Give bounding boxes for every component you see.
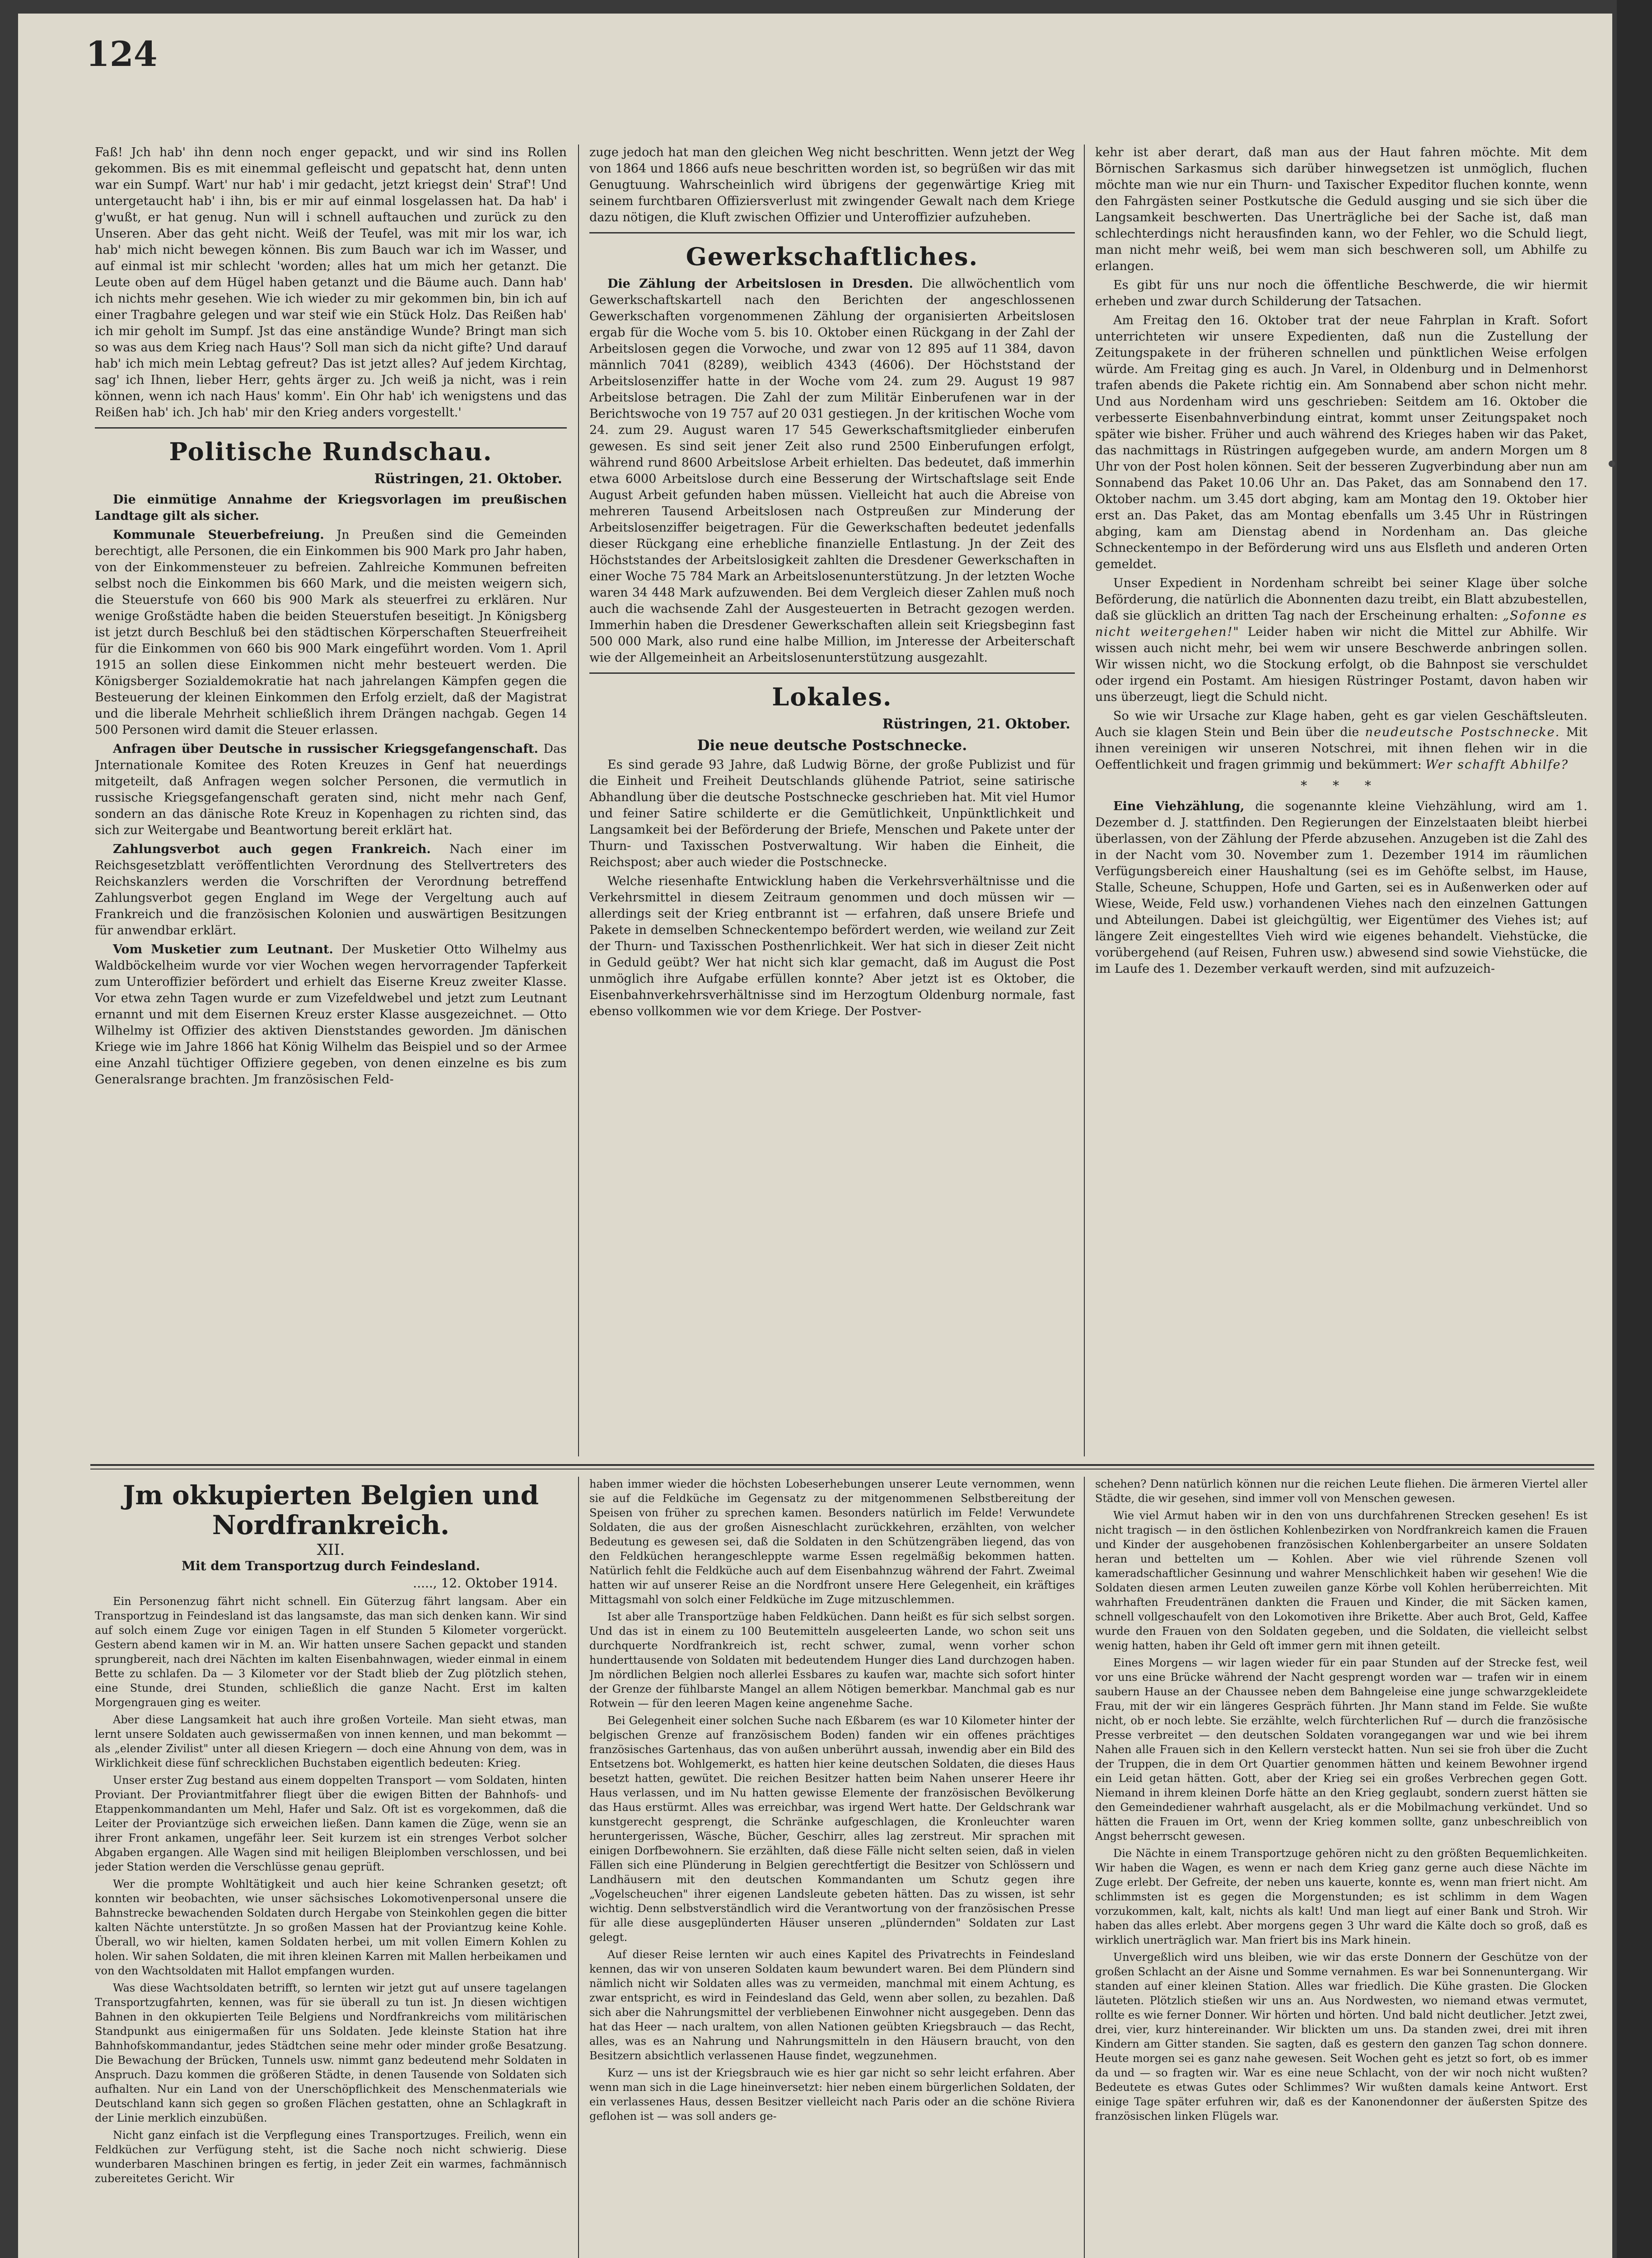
paragraph: Kurz — uns ist der Kriegsbrauch wie es hier gar nicht so sehr leicht erfahren. Aber wenn man sich in die Lage hineinversetzt: hier neben einem bürgerlichen Soldaten, der ein verlassenes Haus, dessen Besitzer vielleicht nach Paris oder an die schöne Riviera geflohen ist — was soll anders ge- [589, 2067, 1075, 2123]
feuilleton-column-2 [589, 1477, 1075, 2258]
paragraph: Die Nächte in einem Transportzuge gehören nicht zu den größten Bequemlichkeiten. Wir haben die Wagen, es wenn er nach dem Krieg ganz gerne auch diese Nächte im Zuge erlebt. Der Gefreite, der neben uns kauerte, konnte es, wenn man friert nicht. Am schlimmsten ist es gegen die Morgenstunden; es ist schlimm in dem Wagen vorzukommen, kalt, kalt, nichts als kalt! Und man liegt auf einer Bank und Stroh. Wir haben das alles erlebt. Aber morgens gegen 3 Uhr ward die Kälte doch so groß, daß es wirklich unerträglich war. Man friert bis ins Mark hinein. [1095, 1847, 1587, 1946]
paragraph: kehr ist aber derart, daß man aus der Haut fahren möchte. Mit dem Börnischen Sarkasmus sich darüber hinwegsetzen ist unmöglich, fluchen möchte man wie nur ein Thurn- und Taxischer Expeditor fluchen konnte, wenn den Fahrgästen seiner Postkutsche die Geduld ausging und sie sich über die Langsamkeit beschwerten. Das Unerträgliche bei der Sache ist, daß man schlechterdings nicht herausfinden kann, wo der Fehler, wo die Schuld liegt, man nicht mehr weiß, bei wem man sich beschweren soll, um Abhilfe zu erlangen. [1095, 145, 1587, 273]
paragraph-lead: Die einmütige Annahme der Kriegsvorlagen im preußischen Landtage gilt als sicher. [95, 493, 567, 523]
dateline: ....., 12. Oktober 1914. [413, 1576, 558, 1591]
page-number: 124 [86, 34, 158, 74]
paragraph: Unser erster Zug bestand aus einem doppelten Transport — vom Soldaten, hinten Proviant. Der Proviantmitfahrer fliegt über die ewigen Bitten der Bahnhofs- und Etappenkommandanten um Mehl, Hafer und Salz. Oft ist es vorgekommen, daß die Leiter der Proviantzüge sich erweichen ließen. Dann kamen die Züge, wenn sie an ihrer Front ankamen, ungefähr leer. Seit kurzem ist ein strenges Verbot solcher Abgaben ergangen. Alle Wagen sind mit heiligen Bleiplomben verschlossen, und bei jeder Station werden die Verschlüsse genau geprüft. [95, 1774, 567, 1873]
section-stars: * * * [1301, 778, 1382, 793]
paragraph: Eines Morgens — wir lagen wieder für ein paar Stunden auf der Strecke fest, weil vor uns eine Brücke während der Nacht gesprengt worden war — trafen wir in einem saubern Hause an der Chaussee neben dem Bahngeleise eine junge schwarzgekleidete Frau, mit der wir ein längeres Gespräch führten. Jhr Mann stand im Felde. Sie wußte nicht, ob er noch lebte. Sie erzählte, welch fürchterlichen Ruf — durch die französische Presse verbreitet — den deutschen Soldaten vorangegangen war und wie bei ihrem Nahen alle Frauen sich in den Kellern versteckt hatten. Nun sei sie froh über die Zucht der Truppen, die in dem Ort Quartier genommen hätten und keinem Bewohner irgend ein Leid getan hätten. Gott, aber der Krieg sei ein großes Verbrechen gegen Gott. Niemand in ihrem kleinen Dorfe hätte an den Krieg geglaubt, sondern zuerst hätten sie den Gemeindediener wahrhaft ausgelacht, als er die Mobilmachung verkündet. Und so hätten die Frauen im Ort, wenn der Krieg kommen sollte, ganz unbeschreiblich von Angst beherrscht gewesen. [1095, 1656, 1587, 1843]
paragraph: Ist aber alle Transportzüge haben Feldküchen. Dann heißt es für sich selbst sorgen. Und das ist in einem zu 100 Beutemitteln ausgeleerten Lande, wo schon seit uns durchquerte Nordfrankreich ist, recht schwer, zumal, wenn vorher schon hunderttausende von Soldaten mit bedeutendem Hunger dies Land durchzogen haben. Jm nördlichen Belgien noch allerlei Essbares zu kaufen war, machte sich sofort hinter der Grenze der fühlbarste Mangel an allem Nötigen bemerkbar. Manchmal gab es nur Rotwein — für den leeren Magen keine angenehme Sache. [589, 1610, 1075, 1710]
paragraph: Ein Personenzug fährt nicht schnell. Ein Güterzug fährt langsam. Aber ein Transportzug in Feindesland ist das langsamste, das man sich denken kann. Wir sind auf solch einem Zuge vor einigen Tagen in elf Stunden 5 Kilometer vorgerückt. Gestern abend kamen wir in M. an. Wir hatten unsere Sachen gepackt und standen sprungbereit, nach drei Nächten im kalten Eisenbahnwagen, wieder einmal in einem Bette zu schlafen. Da — 3 Kilometer vor der Stadt blieb der Zug plötzlich stehen, eine Stunde, drei Stunden, schließlich die ganze Nacht. Erst im kalten Morgengrauen ging es weiter. [95, 1595, 567, 1709]
paragraph: Am Freitag den 16. Oktober trat der neue Fahrplan in Kraft. Sofort unterrichteten wir unsere Expedienten, daß nun die Zustellung der Zeitungspakete in der früheren schnellen und pünktlichen Weise erfolgen würde. Am Freitag ging es auch. Jn Varel, in Oldenburg und in Delmenhorst trafen abends die Pakete richtig ein. Am Sonnabend aber schon nicht mehr. Und aus Nordenham wird uns geschrieben: Seitdem am 16. Oktober die verbesserte Eisenbahnverbindung eintrat, kommt unser Zeitungspaket noch später wie bisher. Früher und auch während des Krieges haben wir das Paket, das nachmittags in Rüstringen aufgegeben wurde, am andern Morgen um 8 Uhr von der Post holen können. Seit der besseren Zugverbindung aber nun am Sonnabend das Paket 10.06 Uhr an. Das Paket, das am Sonnabend den 17. Oktober nachm. um 3.45 dort abging, kam am Montag den 19. Oktober hier erst an. Das Paket, das am Montag ebenfalls um 3.45 Uhr in Rüstringen abging, kam am Dienstag abend in Nordenham an. Das gleiche Schneckentempo in der Beförderung wird uns aus Elsfleth und anderen Orten gemeldet. [1095, 313, 1587, 571]
paragraph-body: Der Musketier Otto Wilhelmy aus Waldböckelheim wurde vor vier Wochen wegen hervorragender Tapferkeit zum Unteroffizier befördert und erhielt das Eiserne Kreuz zweiter Klasse. Vor etwa zehn Tagen wurde er zum Vizefeldwebel und jetzt zum Leutnant ernannt und mit dem Eisernen Kreuz erster Klasse ausgezeichnet. — Otto Wilhelmy ist Offizier des aktiven Dienststandes geworden. Jm dänischen Kriege wie im Jahre 1866 hat König Wilhelm das Beispiel und so der Armee eine Anzahl tüchtiger Offiziere gegeben, von denen einzelne es bis zum Generalsrange brachten. Jm französischen Feld- [95, 942, 567, 1087]
part-number: XII. [317, 1541, 345, 1559]
paragraph-body: Die allwöchentlich vom Gewerkschaftskartell nach den Berichten der angeschlossenen Gewerkschaften vorgenommenen Zählung der organisierten Arbeitslosen ergab für die Woche vom 5. bis 10. Oktober einen Rückgang in der Zahl der Arbeitslosen gegen die Vorwoche, und zwar von 12 895 auf 11 384, davon männlich 7041 (8289), weiblich 4343 (4606). Der Höchststand der Arbeitslosenziffer hatte in der Woche vom 24. zum 29. August 19 987 Arbeitslose betragen. Die Zahl der zum Militär Einberufenen war in der Berichtswoche von 19 757 auf 20 031 gestiegen. Jn der kritischen Woche vom 24. zum 29. August waren 17 545 Gewerkschaftsmitglieder einberufen gewesen. Es sind seit jener Zeit also rund 2500 Einberufungen erfolgt, während rund 8600 Arbeitslose Arbeit erhielten. Das bedeutet, daß immerhin etwa 6000 Arbeitslose durch eine Besserung der Wirtschaftslage seit Ende August Arbeit gefunden haben müssen. Vielleicht hat auch die Abreise von mehreren Tausend Arbeitslosen nach Ostpreußen zur Minderung der Arbeitslosenziffer beigetragen. Für die Gewerkschaften bedeutet jedenfalls dieser Rückgang eine erhebliche finanzielle Entlastung. Jn der Zeit des Höchststandes der Arbeitslosigkeit zahlten die Dresdener Gewerkschaften in einer Woche 75 784 Mark an Arbeitslosenunterstützung. Jn der letzten Woche waren 34 448 Mark aufzuwenden. Bei dem Vergleich dieser Zahlen muß noch auch die wachsende Zahl der Ausgesteuerten in Betracht gezogen werden. Immerhin haben die Dresdener Gewerkschaften allein seit Kriegsbeginn fast 500 000 Mark, also rund eine halbe Million, im Jnteresse der Arbeiterschaft wie der Allgemeinheit an Arbeitslosenunterstützung ausgezahlt. [589, 277, 1075, 665]
paragraph: Wer die prompte Wohltätigkeit und auch hier keine Schranken gesetzt; oft konnten wir beobachten, wie unser sächsisches Lokomotivenpersonal unsere die Bahnstrecke bewachenden Soldaten durch Hergabe von Steinkohlen gegen die bitter kalten Nächte unterstützte. Jn so großen Massen hat der Proviantzug keine Kohle. Überall, wo wir hielten, kamen Soldaten herbei, um mit vollen Eimern Kohlen zu holen. Wir sahen Soldaten, die mit ihren kleinen Karren mit Mallen herbeikamen und von den Wachtsoldaten mit Hallot empfangen wurden. [95, 1878, 567, 1977]
feuilleton-rule-bottom [90, 1469, 1594, 1470]
paragraph: Was diese Wachtsoldaten betrifft, so lernten wir jetzt gut auf unsere tagelangen Transportzugfahrten, kennen, was für sie überall zu tun ist. Jn diesen wichtigen Bahnen in den okkupierten Teile Belgiens und Nordfrankreichs vom militärischen Standpunkt aus einigermaßen für uns Soldaten. Jede kleinste Station hat ihre Bahnhofskommandantur, jedes Städtchen seine mehr oder minder große Besatzung. Die Bewachung der Brücken, Tunnels usw. nimmt ganz bedeutend mehr Soldaten in Anspruch. Dazu kommen die größeren Städte, in denen Tausende von Soldaten sich aufhalten. Nur ein Land von der Unerschöpflichkeit des Menschenmaterials wie Deutschland kann sich gegen so großen Flächen gestatten, ohne an Schlagkraft in der Linie merklich einzubüßen. [95, 1982, 567, 2124]
paragraph-body: Das Jnternationale Komitee des Roten Kreuzes in Genf hat neuerdings mitgeteilt, daß Anfragen wegen solcher Personen, die vermutlich in russische Kriegsgefangenschaft geraten sind, nicht mehr nach Genf, sondern an das dänische Rote Kreuz in Kopenhagen zu richten sind, das sich zur Weitergabe und Beantwortung bereit erklärt hat. [95, 742, 567, 837]
paragraph: Aber diese Langsamkeit hat auch ihre großen Vorteile. Man sieht etwas, man lernt unsere Soldaten auch gewissermaßen von innen kennen, und man bekommt — als „elender Zivilist" unter all diesen Kriegern — doch eine Ahnung von dem, was in Wirklichkeit diese fünf schrecklichen Buchstaben eigentlich bedeuten: Krieg. [95, 1713, 567, 1769]
column-2-top [589, 145, 1075, 1456]
quoted-text: „Sofonne es nicht weitergehen!" [1095, 609, 1587, 639]
section-divider [95, 427, 567, 429]
paragraph: Bei Gelegenheit einer solchen Suche nach Eßbarem (es war 10 Kilometer hinter der belgischen Grenze auf französischem Boden) fanden wir ein offenes prächtiges französisches Gartenhaus, das von außen unberührt aussah, inwendig aber ein Bild des Entsetzens bot. Wohlgemerkt, es hatten hier keine deutschen Soldaten, die dieses Haus besetzt hatten, gewütet. Die reichen Besitzer hatten beim Nahen unserer Heere ihr Haus verlassen, und im Nu hatten gewisse Elemente der französischen Bevölkerung das Haus erstürmt. Alles was erreichbar, was irgend Wert hatte. Der Geldschrank war kunstgerecht gesprengt, die Schränke aufgeschlagen, die Kronleuchter waren heruntergerissen, Wäsche, Bücher, Geschirr, alles lag zerstreut. Mir sprachen mit einigen Dorfbewohnern. Sie erzählten, daß diese Fälle nicht selten seien, daß in vielen Fällen sich eine Plünderung in Belgien gerechtfertigt die Besitzer von Schlössern und Landhäusern mit den deutschen Kommandanten um Schutz gegen ihre „Vogelscheuchen" ihrer eigenen Landsleute gebeten hätten. Das zu wissen, ist sehr wichtig. Denn selbstverständlich wird die Verantwortung von der französischen Presse für alle diese ausgeplünderten Häuser unseren „plündernden" Soldaten zur Last gelegt. [589, 1714, 1075, 1944]
paragraph: schehen? Denn natürlich können nur die reichen Leute fliehen. Die ärmeren Viertel aller Städte, die wir gesehen, sind immer voll von Menschen gewesen. [1095, 1478, 1587, 1505]
paragraph: Nicht ganz einfach ist die Verpflegung eines Transportzuges. Freilich, wenn ein Feldküchen zur Verfügung steht, ist die Sache noch nicht schwierig. Diese wunderbaren Maschinen bringen es fertig, in jeder Zeit ein warmes, fachmännisch zubereitetes Gericht. Wir [95, 2129, 567, 2185]
story-continuation: Faß! Jch hab' ihn denn noch enger gepackt, und wir sind ins Rollen gekommen. Bis es mit einemmal gefleischt und gepatscht hat, denn unten war ein Sumpf. Wart' nur hab' i mir gedacht, jetzt kriegst dein' Straf'! Und untergetaucht hab' i ihn, bis er mir auf einmal losgelassen hat. Da hab' i g'wußt, er hat genug. Nun will i schnell auftauchen und zurück zu den Unseren. Aber das geht nicht. Weiß der Teufel, was mit mir los war, ich hab' mich nicht bewegen können. Bis zum Bauch war ich im Wasser, und auf einmal ist mir schlecht 'worden; alles hat um mich her getanzt. Die Leute oben auf dem Hügel haben getanzt und die Bäume auch. Dann hab' ich nichts mehr gesehen. Wie ich wieder zu mir gekommen bin, bin ich auf einer Tragbahre gelegen und war steif wie ein Stück Holz. Das Reißen hab' ich mir geholt im Sumpf. Jst das eine anständige Wunde? Bringt man sich so was aus dem Krieg nach Haus'? Soll man sich da nicht gifte? Und darauf hab' ich mich mein Lebtag gefreut? Das ist jetzt alles? Auf jedem Kirchtag, sag' ich Ihnen, lieber Herr, gehts ärger zu. Jch weiß ja nicht, was i rein können, wenn ich nach Haus' komm'. Ein Ohr hab' ich wenigstens und das Reißen hab' ich. Jch hab' mir den Krieg anders vorgestellt.' [95, 145, 567, 420]
feuilleton-subtitle: Mit dem Transportzug durch Feindesland. [181, 1558, 481, 1573]
paragraph [589, 276, 1075, 666]
feuilleton-title: Jm okkupierten Belgien und Nordfrankreich. [122, 1480, 539, 1540]
paragraph-body: die sogenannte kleine Viehzählung, wird am 1. Dezember d. J. stattfinden. Den Regierungen der Einzelstaaten bleibt hierbei überlassen, von der Zählung der Pferde abzusehen. Anzugeben ist die Zahl des in der Nacht vom 30. November zum 1. Dezember 1914 im räumlichen Verfügungsbereich einer Haushaltung (sei es im Gehöfte selbst, im Hause, Stalle, Scheune, Schuppen, Hofe und Garten, sei es in Außenwerken oder auf Wiese, Weide, Feld usw.) vorhandenen Viehes nach den einzelnen Gattungen und Abteilungen. Dabei ist gleichgültig, wer Eigentümer des Viehes ist; auf längere Zeit eingestelltes Vieh wird wie eigenes behandelt. Viehstücke, die vorübergehend (auf Reisen, Fuhren usw.) abwesend sind sowie Viehstücke, die im Laufe des 1. Dezember verkauft werden, sind mit aufzuzeich- [1095, 799, 1587, 976]
paragraph [95, 942, 567, 1088]
paragraph [1095, 798, 1587, 977]
paragraph [95, 841, 567, 939]
section-divider [589, 232, 1075, 233]
binding-hole [1609, 461, 1615, 467]
paragraph: Es gibt für uns nur noch die öffentliche Beschwerde, die wir hiermit erheben und zwar durch Schilderung der Tatsachen. [1095, 278, 1587, 308]
section-heading-politische-rundschau: Politische Rundschau. [169, 437, 493, 466]
paragraph: So wie wir Ursache zur Klage haben, geht es gar vielen Geschäftsleuten. Auch sie klagen Stein und Bein über die neudeutsche Postschnecke. Mit ihnen vereinigen wir unseren Notschrei, mit ihnen flehen wir in die Oeffentlichkeit und fragen grimmig und bekümmert: Wer schafft Abhilfe? [1095, 709, 1587, 772]
spaced-text: neudeutsche Postschnecke. [1365, 725, 1560, 739]
column-rule [1084, 145, 1085, 1456]
paragraph: Unvergeßlich wird uns bleiben, wie wir das erste Donnern der Geschütze von der großen Schlacht an der Aisne und Somme vernahmen. Es war bei Sonnenuntergang. Wir standen auf einer kleinen Station. Alles war friedlich. Die Kühe grasten. Die Glocken läuteten. Plötzlich stießen wir uns an. Aus Nordwesten, wo niemand etwas vermutet, rollte es wie ferner Donner. Wir hörten und hörten. Und bald nicht deutlicher. Jetzt zwei, drei, vier, kurz hintereinander. Wir blickten um uns. Da standen zwei, drei mit ihren Kindern am Gitter standen. Sie sagten, daß es gestern den ganzen Tag schon donnere. Heute morgen sei es ganz nahe gewesen. Seit Wochen geht es jetzt so fort, ob es immer da und — so fragten wir. War es eine neue Schlacht, von der wir noch nicht wußten? Bedeutete es etwas Gutes oder Schlimmes? Wir wußten damals keine Antwort. Erst einige Tage später erfuhren wir, daß es der Kanonendonner der äußersten Spitze des französischen linken Flügels war. [1095, 1951, 1587, 2123]
paragraph-body: Jn Preußen sind die Gemeinden berechtigt, alle Personen, die ein Einkommen bis 900 Mark pro Jahr haben, von der Einkommensteuer zu befreien. Zahlreiche Kommunen befreiten selbst noch die Einkommen bis 660 Mark, und die meisten weigern sich, die Steuerstufe von 660 bis 900 Mark als steuerfrei zu erklären. Nur wenige Großstädte haben die beiden Steuerstufen beseitigt. Jn Königsberg ist jetzt durch Beschluß bei den städtischen Körperschaften Steuerfreiheit für die Einkommen von 660 bis 900 Mark eingeführt worden. Vom 1. April 1915 an sollen diese Einkommen nicht mehr besteuert werden. Die Königsberger Sozialdemokratie hat nach jahrelangen Kämpfen gegen die Besteuerung der kleinen Einkommen den Erfolg erzielt, daß der Magistrat und die liberale Mehrheit schließlich ihrem Drängen nachgab. Gegen 14 500 Personen wird damit die Steuer erlassen. [95, 528, 567, 737]
story-continuation: zuge jedoch hat man den gleichen Weg nicht beschritten. Wenn jetzt der Weg von 1864 und 1866 aufs neue beschritten worden ist, so begrüßen wir das mit Genugtuung. Wahrscheinlich wird übrigens der gegenwärtige Krieg mit seinem furchtbaren Offiziersverlust mit zwingender Gewalt nach dem Kriege dazu nötigen, die Kluft zwischen Offizier und Unteroffizier aufzuheben. [589, 145, 1075, 224]
paragraph [95, 492, 567, 524]
paragraph: Auf dieser Reise lernten wir auch eines Kapitel des Privatrechts in Feindesland kennen, das wir von unseren Soldaten kaum bewundert waren. Bei dem Plündern sind nämlich nicht wir Soldaten alles was zu vermeiden, manchmal mit einem Achtung, es zwar entspricht, es wird in Feindesland das Geld, wenn aber sollen, zu bezahlen. Daß sich aber die Nahrungsmittel der verbliebenen Einwohner nicht ausgegeben. Denn das hat das Heer — nach uraltem, von allen Nationen geübten Kriegsbrauch — das Recht, alles, was es an Nahrung und Nahrungsmitteln in den Häusern braucht, von den Besitzern absichtlich verlassenen Hause findet, wegzunehmen. [589, 1948, 1075, 2062]
feuilleton-column-3 [1095, 1477, 1587, 2258]
column-3-top [1095, 145, 1587, 1456]
section-heading-gewerkschaftliches: Gewerkschaftliches. [686, 242, 979, 271]
newspaper-page [18, 14, 1612, 2258]
paragraph-body: Nach einer im Reichsgesetzblatt veröffentlichten Verordnung des Stellvertreters des Reichskanzlers werden die Vorschriften der Verordnung betreffend Zahlungsverbot gegen England im Wege der Vergeltung auch auf Frankreich und die französischen Kolonien und auswärtigen Besitzungen für anwendbar erklärt. [95, 842, 567, 938]
paragraph [95, 527, 567, 738]
paragraph-lead: Kommunale Steuerbefreiung. [113, 528, 324, 542]
paragraph-lead: Zahlungsverbot auch gegen Frankreich. [113, 842, 431, 856]
column-rule [578, 145, 579, 1456]
book-binding-edge [1617, 0, 1652, 2258]
feuilleton-rule-top [90, 1464, 1594, 1466]
paragraph: Es sind gerade 93 Jahre, daß Ludwig Börne, der große Publizist und für die Einheit und Freiheit Deutschlands glühende Patriot, seine satirische Abhandlung über die deutsche Postschnecke geschrieben hat. Mit viel Humor und feiner Satire schilderte er die Gemütlichkeit, Unpünktlichkeit und Langsamkeit bei der Beförderung der Briefe, Menschen und Pakete unter der Thurn- und Taxisschen Postverwaltung. Wir haben die Einheit, die Reichspost; aber auch wieder die Postschnecke. [589, 758, 1075, 869]
paragraph: Wie viel Armut haben wir in den von uns durchfahrenen Strecken gesehen! Es ist nicht tragisch — in den östlichen Kohlenbezirken von Nordfrankreich kamen die Frauen und Kinder der ausgehobenen französischen Kohlenbergarbeiter an unsere Soldaten heran und bettelten um — Kohlen. Aber wie viel rührende Szenen voll kameradschaftlicher Gesinnung und wahrer Menschlichkeit haben wir gesehen! Wie die Soldaten diesen armen Leuten zuweilen ganze Körbe voll Kohlen herüberreichten. Mit wahrhaften Freudentränen dankten die Frauen und Kinder, die mit Säcken kamen, schnell vollgeschaufelt von den Lokomotiven ihre Brikette. Aber auch Brot, Geld, Kaffee wurde den Frauen von den Soldaten gegeben, und die Soldaten, die vielleicht selbst wenig hatten, haben ihr Geld oft immer gern mit ihnen geteilt. [1095, 1509, 1587, 1652]
paragraph-lead: Anfragen über Deutsche in russischer Kriegsgefangenschaft. [113, 742, 538, 756]
dateline: Rüstringen, 21. Oktober. [882, 716, 1070, 732]
quoted-text: Wer schafft Abhilfe? [1425, 758, 1569, 772]
article-subhead: Die neue deutsche Postschnecke. [697, 737, 967, 754]
feuilleton-column-1 [95, 1477, 567, 2258]
paragraph [95, 741, 567, 839]
column-1-top [95, 145, 567, 1456]
section-divider [589, 672, 1075, 674]
paragraph-lead: Die Zählung der Arbeitslosen in Dresden. [607, 277, 914, 291]
paragraph: Welche riesenhafte Entwicklung haben die Verkehrsverhältnisse und die Verkehrsmittel in diesem Zeitraum genommen und doch müssen wir — allerdings seit der Krieg entbrannt ist — erfahren, daß unsere Briefe und Pakete in demselben Schneckentempo befördert werden, wie weiland zur Zeit der Thurn- und Taxisschen Posthenrlichkeit. Wer hat sich in dieser Zeit nicht in Geduld geübt? Wer hat nicht sich klar gemacht, daß im August die Post unmöglich ihre Aufgabe erfüllen konnte? Aber jetzt ist es Oktober, die Eisenbahnverkehrsverhältnisse sind im Herzogtum Oldenburg normale, fast ebenso vollkommen wie vor dem Kriege. Der Postver- [589, 874, 1075, 1018]
column-rule [578, 1477, 579, 2258]
paragraph-lead: Eine Viehzählung, [1113, 799, 1245, 813]
paragraph-lead: Vom Musketier zum Leutnant. [113, 942, 333, 956]
column-rule [1084, 1477, 1085, 2258]
section-heading-lokales: Lokales. [772, 682, 892, 711]
dateline: Rüstringen, 21. Oktober. [374, 471, 562, 487]
paragraph: Unser Expedient in Nordenham schreibt bei seiner Klage über solche Beförderung, die natürlich die Abonnenten dazu treibt, ein Blatt abzubestellen, daß sie glücklich an dritten Tag nach der Erscheinung erhalten: „Sofonne es nicht weitergehen!" Leider haben wir nicht die Mittel zur Abhilfe. Wir wissen auch nicht mehr, bei wem wir unsere Beschwerde anbringen sollen. Wir wissen nicht, wo die Stockung erfolgt, ob die Bahnpost sie verschuldet oder irgend ein Postamt. Am hiesigen Rüstringer Postamt, davon haben wir uns überzeugt, liegt die Schuld nicht. [1095, 576, 1587, 704]
paragraph: haben immer wieder die höchsten Lobeserhebungen unserer Leute vernommen, wenn sie auf die Feldküche im Gegensatz zu der mitgenommenen Selbstbereitung der Speisen von früher zu sprechen kamen. Besonders natürlich im Felde! Verwundete Soldaten, die aus der großen Aisneschlacht zurückkehren, erzählten, von welcher Bedeutung es gewesen sei, daß die Soldaten in den Schützengräben liegend, das von den Feldküchen herangeschleppte warme Essen regelmäßig bekommen hatten. Natürlich fehlt die Feldküche auch auf dem Eisenbahnzug während der Fahrt. Zweimal hatten wir auf unserer Reise an die Nordfront unsere Here Gelegenheit, ein kräftiges Mittagsmahl von solch einer Feldküche im Zuge mitzuschlemmen. [589, 1478, 1075, 1606]
